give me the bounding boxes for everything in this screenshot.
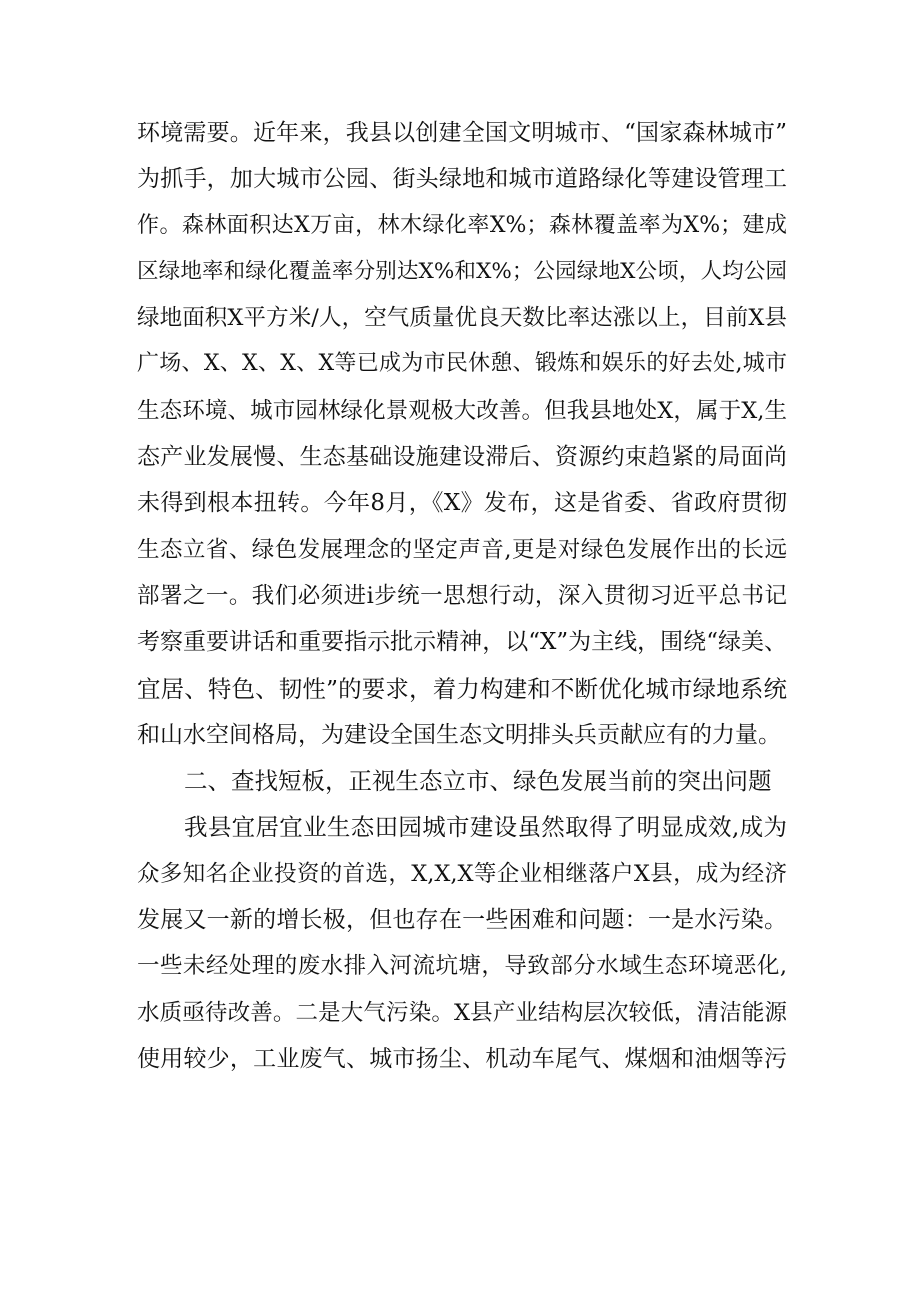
text-line: 宜居、特色、韧性”的要求，着力构建和不断优化城市绿地系统 <box>137 674 787 703</box>
text-line: 作。森林面积达X万亩，林木绿化率X%；森林覆盖率为X%；建成 <box>137 212 787 238</box>
text-line: 生态立省、绿色发展理念的坚定声音,更是对绿色发展作出的长远 <box>137 536 787 563</box>
text-line: 一些未经处理的废水排入河流坑塘，导致部分水域生态环境恶化, <box>137 953 787 980</box>
text-line: 绿地面积X平方米/人，空气质量优良天数比率达涨以上，目前X县 <box>137 305 787 332</box>
text-line: 众多知名企业投资的首选，X,X,X等企业相继落户X县，成为经济 <box>137 860 787 887</box>
text-line: 为抓手，加大城市公园、街头绿地和城市道路绿化等建设管理工 <box>137 166 787 193</box>
text-line: 环境需要。近年来，我县以创建全国文明城市、“国家森林城市” <box>137 120 787 146</box>
text-line: 发展又一新的增长极，但也存在一些困难和问题：一是水污染。 <box>137 907 787 934</box>
text-line: 态产业发展慢、生态基础设施建设滞后、资源约束趋紧的局面尚 <box>137 444 787 471</box>
text-line: 和山水空间格局，为建设全国生态文明排头兵贡献应有的力量。 <box>137 721 781 748</box>
text-line: 我县宜居宜业生态田园城市建设虽然取得了明显成效,成为 <box>184 813 787 842</box>
text-line: 未得到根本扭转。今年8月，《X》发布，这是省委、省政府贯彻 <box>137 490 787 517</box>
text-line: 生态环境、城市园林绿化景观极大改善。但我县地处X，属于X,生 <box>137 397 787 424</box>
text-line: 使用较少，工业废气、城市扬尘、机动车尾气、煤烟和油烟等污 <box>137 1045 787 1072</box>
text-line: 区绿地率和绿化覆盖率分别达X%和X%；公园绿地X公顷，人均公园 <box>137 258 787 284</box>
body-text <box>137 110 787 1082</box>
text-line: 部署之一。我们必须进i步统一思想行动，深入贯彻习近平总书记 <box>137 582 787 609</box>
text-line: 考察重要讲话和重要指示批示精神，以“X”为主线，围绕“绿美、 <box>137 629 787 656</box>
text-line: 水质亟待改善。二是大气污染。X县产业结构层次较低，清洁能源 <box>137 999 787 1026</box>
text-line: 广场、X、X、X、X等已成为市民休憩、锻炼和娱乐的好去处,城市 <box>137 351 787 377</box>
section-heading: 二、查找短板，正视生态立市、绿色发展当前的突出问题 <box>184 767 772 796</box>
